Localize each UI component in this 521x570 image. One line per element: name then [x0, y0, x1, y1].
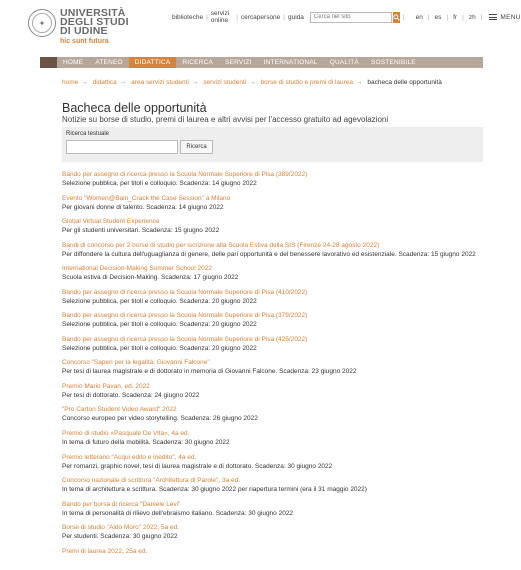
list-item	[62, 476, 492, 500]
nav-lead-block	[40, 57, 57, 68]
opportunity-description: Per tesi di dottorato. Scadenza: 24 giugno 2022	[62, 391, 200, 399]
opportunity-description: Selezione pubblica, per titoli e colloquio. Scadenza: 20 giugno 2022	[62, 321, 257, 329]
filter-label: Ricerca testuale	[66, 131, 110, 137]
list-item	[62, 453, 492, 477]
site-header	[0, 0, 521, 52]
separator: |	[480, 13, 483, 21]
list-item	[62, 523, 492, 547]
logo-motto: hic sunt futura	[60, 38, 109, 45]
opportunity-title-link[interactable]: Bando per borsa di ricerca "Daniele Levi"	[62, 500, 181, 508]
separator: |	[236, 13, 238, 21]
opportunity-title-link[interactable]: Bando per assegno di ricerca presso la Scuola Normale Superiore di Pisa (410/2022)	[62, 288, 308, 296]
nav-international[interactable]: INTERNATIONAL	[263, 59, 318, 66]
page-subtitle: Notizie su borse di studio, premi di laurea e altri avvisi per l'accesso gratuito ad agevolazioni	[62, 115, 389, 124]
opportunity-description: Per romanzi, graphic novel, tesi di laurea magistrale e di dottorato. Scadenza: 30 giugno 2022	[62, 462, 333, 470]
opportunity-description: Selezione pubblica, per titoli e colloquio. Scadenza: 20 giugno 2022	[62, 297, 257, 305]
opportunity-list	[62, 170, 492, 570]
university-seal-icon: ✦	[28, 9, 56, 37]
nav-sostenibile[interactable]: SOSTENIBILE	[370, 59, 416, 66]
opportunity-title-link[interactable]: Bandi di concorso per 2 borse di studio per iscrizione alla Scuola Estiva della SIS (Firenze 24-28 agosto 2022)	[62, 241, 380, 249]
list-item	[62, 358, 492, 382]
toplink-guida[interactable]: guida	[288, 13, 304, 21]
opportunity-description: Selezione pubblica, per titoli e colloquio. Scadenza: 20 giugno 2022	[62, 344, 257, 352]
list-item	[62, 429, 492, 453]
opportunity-title-link[interactable]: Premio letterario "Acqui edito e inedito", 4a ed.	[62, 453, 197, 461]
page-title: Bacheca delle opportunità	[62, 101, 207, 115]
opportunity-description: Per diffondere la cultura dell'uguaglianza di genere, delle pari opportunità e del benessere lavorativo ed esistenziale. Scadenza: 15 giugno 2022	[62, 250, 476, 258]
nav-ateneo[interactable]: ATENEO	[95, 59, 123, 66]
opportunity-description: Scuola estiva di Decision-Making. Scadenza: 17 giugno 2022	[62, 274, 239, 282]
breadcrumb-area-servizi[interactable]: area servizi studenti	[131, 79, 189, 86]
logo-line-1: UNIVERSITÀ	[60, 7, 126, 19]
list-item	[62, 382, 492, 406]
opportunity-description: In tema di futuro della mobilità. Scadenza: 30 giugno 2022	[62, 439, 230, 447]
opportunity-title-link[interactable]: Concorso "Saperi per la legalità: Giovanni Falcone"	[62, 359, 210, 367]
opportunity-title-link[interactable]: Bando per assegno di ricerca presso la Scuola Normale Superiore di Pisa (389/2022)	[62, 171, 308, 178]
list-item	[62, 217, 492, 241]
lang-en[interactable]: en	[415, 13, 423, 21]
opportunity-description: Per studenti. Scadenza: 30 giugno 2022	[62, 533, 178, 541]
separator: |	[283, 13, 285, 21]
text-search-input[interactable]	[66, 140, 178, 154]
opportunity-title-link[interactable]: Borse di studio "Aldo Moro" 2022, 5a ed.	[62, 524, 179, 532]
list-item	[62, 335, 492, 359]
logo-line-3: DI UDINE	[60, 25, 108, 37]
opportunity-description: Per tesi di laurea magistrale e di dottorato in memoria di Giovanni Falcone. Scadenza: 23 giugno 2022	[62, 368, 357, 376]
list-item	[62, 170, 492, 194]
toplink-servizi-online[interactable]: servizi online	[210, 10, 230, 24]
opportunity-title-link[interactable]: Evento "Women@Bain_Crack the Case Session" a Milano	[62, 194, 231, 202]
search-button[interactable]	[393, 12, 400, 23]
toplink-biblioteche[interactable]: biblioteche	[172, 13, 204, 21]
opportunity-description: In tema di personalità di rilievo dell'ebraismo italiano. Scadenza: 30 giugno 2022	[62, 509, 294, 517]
search-submit-button[interactable]: Ricerca	[180, 140, 213, 154]
lang-zh[interactable]: zh	[468, 13, 476, 21]
lang-es[interactable]: es	[434, 13, 442, 21]
list-item	[62, 311, 492, 335]
opportunity-title-link[interactable]: "Pro Carton Student Video Award" 2022	[62, 406, 177, 414]
arrow-right-icon: →	[81, 79, 88, 86]
opportunity-title-link[interactable]: Global Virtual Student Experience	[62, 218, 160, 226]
list-item	[62, 264, 492, 288]
toplink-cercapersone[interactable]: cercapersone	[240, 13, 281, 21]
opportunity-description: Concorso europeo per video storytelling. Scadenza: 26 giugno 2022	[62, 415, 258, 423]
top-links	[172, 10, 521, 24]
opportunity-title-link[interactable]: Concorso nazionale di scrittura "Architettura di Parole", 3a ed.	[62, 477, 241, 485]
opportunity-title-link[interactable]: Premio Mario Pavan, ed. 2022	[62, 382, 150, 390]
separator: |	[206, 13, 208, 21]
list-item	[62, 405, 492, 429]
logo-text	[60, 9, 129, 46]
list-item	[62, 547, 492, 570]
list-item	[62, 288, 492, 312]
lang-fr[interactable]: fr	[453, 13, 458, 21]
opportunity-title-link[interactable]: International Decision-Making Summer School 2022	[62, 265, 212, 273]
nav-qualita[interactable]: QUALITÀ	[329, 59, 359, 66]
list-item	[62, 194, 492, 218]
opportunity-title-link[interactable]: Premi di laurea 2022, 25a ed.	[62, 547, 148, 555]
language-switcher: en | es | fr | zh	[415, 13, 476, 21]
arrow-right-icon: →	[249, 79, 256, 86]
search-filter-panel	[62, 127, 483, 162]
logo-line-2: DEGLI STUDI	[60, 16, 129, 28]
nav-servizi[interactable]: SERVIZI	[225, 59, 252, 66]
site-search-input[interactable]	[310, 12, 392, 23]
nav-didattica[interactable]: DIDATTICA	[129, 57, 177, 68]
breadcrumb-home[interactable]: home	[62, 79, 79, 86]
opportunity-description: Per gli studenti universitari. Scadenza: 15 giugno 2022	[62, 227, 220, 235]
breadcrumb	[62, 79, 442, 86]
menu-button[interactable]	[489, 13, 520, 22]
separator: |	[402, 13, 405, 21]
hamburger-icon	[489, 13, 497, 22]
menu-label: MENU	[500, 13, 521, 21]
breadcrumb-servizi-studenti[interactable]: servizi studenti	[203, 79, 247, 86]
opportunity-description: In tema di architettura e scrittura. Scadenza: 30 giugno 2022 per riapertura termini (era il 31 maggio 2022)	[62, 486, 367, 494]
arrow-right-icon: →	[191, 79, 199, 86]
list-item	[62, 500, 492, 524]
list-item	[62, 241, 492, 265]
arrow-right-icon: →	[356, 79, 363, 86]
university-logo[interactable]	[28, 9, 129, 46]
search-icon	[393, 14, 400, 21]
breadcrumb-borse[interactable]: borse di studio e premi di laurea	[260, 79, 354, 86]
opportunity-title-link[interactable]: Bando per assegno di ricerca presso la Scuola Normale Superiore di Pisa (425/2022)	[62, 335, 308, 343]
main-nav	[40, 57, 483, 68]
breadcrumb-didattica[interactable]: didattica	[92, 79, 117, 86]
nav-ricerca[interactable]: RICERCA	[182, 59, 214, 66]
nav-home[interactable]: HOME	[63, 59, 84, 66]
opportunity-description: Selezione pubblica, per titoli e colloquio. Scadenza: 14 giugno 2022	[62, 180, 257, 187]
opportunity-title-link[interactable]: Premio di studio «Pasquale De Vita», 4a ed.	[62, 430, 190, 438]
opportunity-title-link[interactable]: Bando per assegno di ricerca presso la Scuola Normale Superiore di Pisa (379/2022)	[62, 312, 308, 320]
opportunity-description: Per giovani donne di talento. Scadenza: 14 giugno 2022	[62, 203, 224, 211]
arrow-right-icon: →	[119, 79, 127, 86]
breadcrumb-current: bacheca delle opportunità	[367, 79, 442, 86]
